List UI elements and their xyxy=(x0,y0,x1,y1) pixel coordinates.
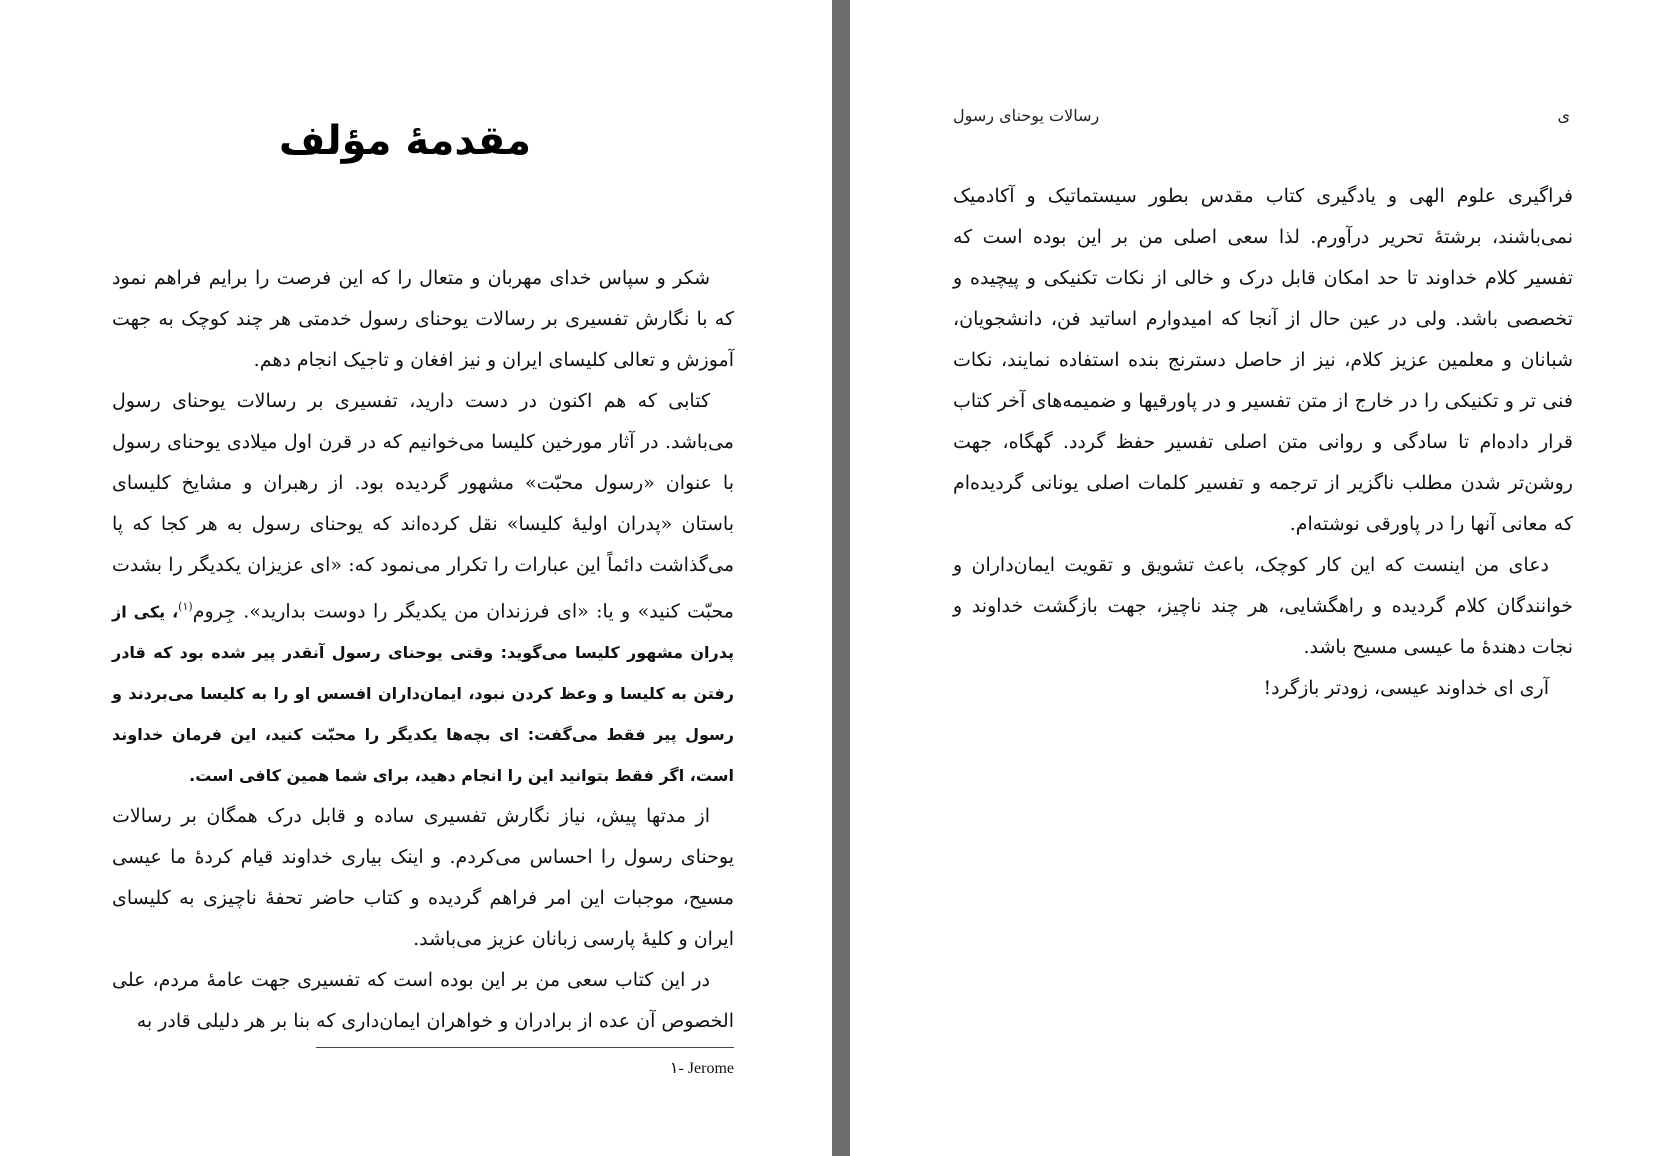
paragraph-5: فراگیری علوم الهی و یادگیری کتاب مقدس بطور سیستماتیک و آکادمیک نمی‌باشند، برشتهٔ تحریر درآورم. لذا سعی اصلی من بر این بوده است که تفسیر کلام خداوند تا حد امکان قابل درک و خالی از نکات تکنیکی و پیچیده و تخصصی باشد. ولی در عین حال از آنجا که امیدوارم اساتید فن، دانشجویان، شبانان و معلمین عزیز کلام، نیز از حاصل دسترنج بنده استفاده نمایند، نکات فنی تر و تکنیکی را در خارج از متن تفسیر و در پاورقیها و ضمیمه‌های آخر کتاب قرار داده‌ام تا سادگی و روانی متن اصلی تفسیر حفظ گردد. گهگاه، جهت روشن‌تر شدن مطلب ناگزیر از ترجمه و تفسیر کلمات اصلی یونانی گردیده‌ام که معانی آنها را در پاورقی نوشته‌ام. xyxy=(953,185,1573,535)
page-title: مقدمهٔ مؤلف xyxy=(278,118,532,164)
running-head-title: رسالات یوحنای رسول xyxy=(953,106,1100,125)
paragraph-2 xyxy=(112,381,734,796)
paragraph-1: شکر و سپاس خدای مهربان و متعال را که این فرصت را برایم فراهم نمود که با نگارش تفسیری بر رسالات یوحنای رسول خدمتی هر چند کوچک به جهت آموزش و تعالی کلیسای ایران و نیز افغان و تاجیک انجام دهم. xyxy=(112,267,734,371)
footnote: ۱- Jerome xyxy=(669,1060,734,1077)
left-page-body xyxy=(112,258,734,1042)
left-page xyxy=(0,0,832,1156)
page-number: ی xyxy=(1557,106,1570,125)
book-gutter xyxy=(832,0,850,1156)
paragraph-2-quote: ، یکی از پدران مشهور کلیسا می‌گوید: وقتی یوحنای رسول آنقدر پیر شده بود که قادر رفتن به کلیسا و وعظ کردن نبود، ایمان‌داران افسس او را به کلیسا می‌بردند و رسول پیر فقط می‌گفت: ای بچه‌ها یکدیگر را محبّت کنید، این فرمان خداوند است، اگر فقط بتوانید این را انجام دهید، برای شما همین کافی است. xyxy=(112,602,734,786)
paragraph-4: در این کتاب سعی من بر این بوده است که تفسیری جهت عامهٔ مردم، علی الخصوص آن عده از برادران و خواهران ایمان‌داری که بنا بر هر دلیلی قادر به xyxy=(112,969,734,1033)
paragraph-6: دعای من اینست که این کار کوچک، باعث تشویق و تقویت ایمان‌داران و خوانندگان کلام گردیده و راهگشایی، هر چند ناچیز، جهت بازگشت خداوند و نجات دهندهٔ ما عیسی مسیح باشد. xyxy=(953,554,1573,658)
footnote-divider xyxy=(316,1047,734,1048)
footnote-marker: (۱) xyxy=(178,600,193,613)
paragraph-2-text: کتابی که هم اکنون در دست دارید، تفسیری بر رسالات یوحنای رسول می‌باشد. در آثار مورخین کلیسا می‌خوانیم که در قرن اول میلادی یوحنای رسول با عنوان «رسول محبّت» مشهور گردیده بود. از رهبران و مشایخ کلیسای باستان «پدران اولیهٔ کلیسا» نقل کرده‌اند که یوحنای رسول به هر کجا که پا می‌گذاشت دائماً این عبارات را تکرار می‌نمود که: «ای عزیزان یکدیگر را بشدت محبّت کنید» و یا: «ای فرزندان من یکدیگر را دوست بدارید». جِروم xyxy=(112,390,734,623)
paragraph-3: از مدتها پیش، نیاز نگارش تفسیری ساده و قابل درک همگان بر رسالات یوحنای رسول را احساس می‌کردم. و اینک بیاری خداوند قیام کردهٔ ما عیسی مسیح، موجبات این امر فراهم گردیده و کتاب حاضر تحفهٔ ناچیزی به کلیسای ایران و کلیهٔ پارسی زبانان عزیز می‌باشد. xyxy=(112,805,734,951)
paragraph-7: آری ای خداوند عیسی، زودتر بازگرد! xyxy=(1263,677,1549,699)
right-page-body xyxy=(953,176,1573,709)
